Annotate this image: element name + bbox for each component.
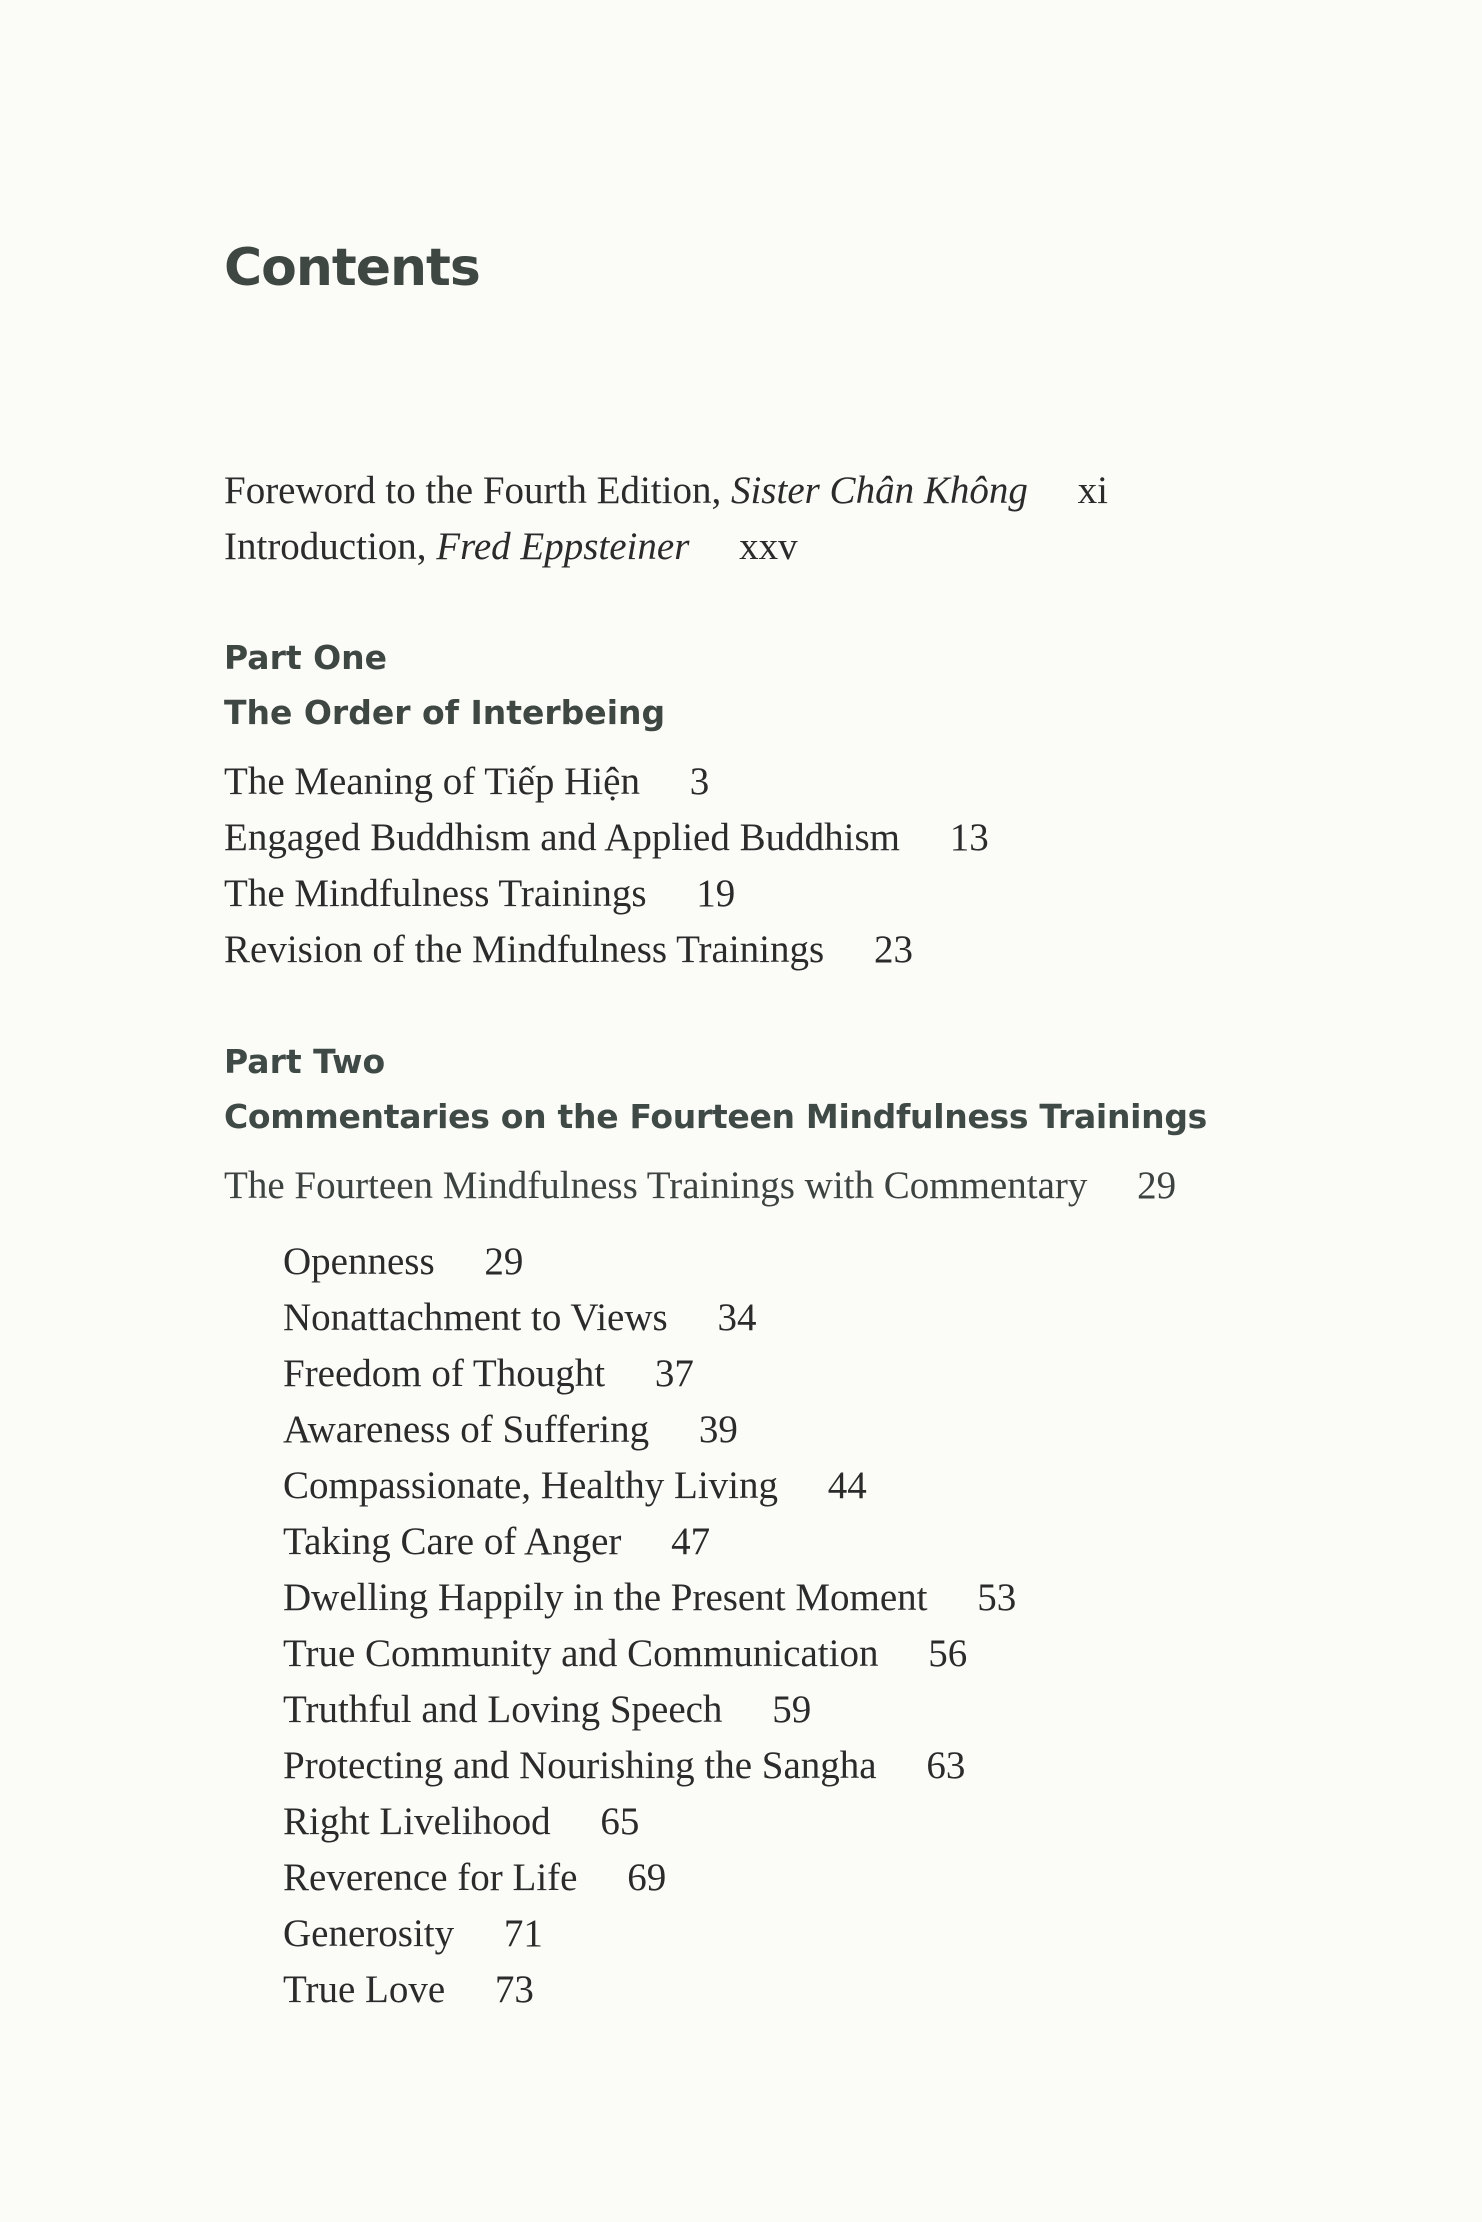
- toc-entry-title: Foreword to the Fourth Edition,: [224, 469, 722, 512]
- toc-subentry[interactable]: [283, 1690, 811, 1729]
- toc-entry-title: The Meaning of Tiếp Hiện: [224, 760, 640, 803]
- toc-entry[interactable]: [224, 762, 709, 801]
- toc-entry-author: Sister Chân Không: [730, 469, 1028, 512]
- toc-entry-title: Right Livelihood: [283, 1800, 551, 1843]
- toc-subentry[interactable]: [283, 1634, 967, 1673]
- toc-entry-title: The Fourteen Mindfulness Trainings with Commentary: [224, 1164, 1088, 1207]
- toc-entry-page: 44: [827, 1464, 867, 1507]
- toc-entry-page: 29: [1137, 1164, 1177, 1207]
- toc-entry-page: 73: [494, 1968, 534, 2011]
- toc-subentry[interactable]: [283, 1410, 738, 1449]
- toc-entry-page: 53: [977, 1576, 1017, 1619]
- page-title: Contents: [224, 238, 480, 298]
- toc-entry-title: Engaged Buddhism and Applied Buddhism: [224, 816, 900, 859]
- toc-entry-title: Openness: [283, 1240, 435, 1283]
- toc-subentry[interactable]: [283, 1578, 1016, 1617]
- toc-entry-author: Fred Eppsteiner: [436, 525, 690, 568]
- toc-subentry[interactable]: [283, 1914, 543, 1953]
- toc-entry-page: xxv: [739, 525, 798, 568]
- toc-entry-page: 29: [484, 1240, 524, 1283]
- part-two-title: Commentaries on the Fourteen Mindfulness Trainings: [224, 1097, 1208, 1136]
- toc-entry-page: 3: [689, 760, 710, 803]
- toc-entry-title: Nonattachment to Views: [283, 1296, 668, 1339]
- toc-entry-introduction[interactable]: [224, 527, 798, 566]
- toc-entry-page: 65: [600, 1800, 640, 1843]
- toc-entry-page: 13: [949, 816, 989, 859]
- toc-subentry[interactable]: [283, 1802, 639, 1841]
- toc-entry-title: Truthful and Loving Speech: [283, 1688, 723, 1731]
- toc-subentry[interactable]: [283, 1522, 710, 1561]
- part-one-title: The Order of Interbeing: [224, 693, 666, 732]
- toc-entry-foreword[interactable]: [224, 471, 1108, 510]
- toc-subentry[interactable]: [283, 1746, 965, 1785]
- toc-entry-title: Protecting and Nourishing the Sangha: [283, 1744, 877, 1787]
- toc-entry-title: Reverence for Life: [283, 1856, 578, 1899]
- toc-entry-title: Introduction,: [224, 525, 427, 568]
- toc-entry-title: Revision of the Mindfulness Trainings: [224, 928, 825, 971]
- part-two-label: Part Two: [224, 1042, 386, 1081]
- part-one-label: Part One: [224, 638, 388, 677]
- toc-subentry[interactable]: [283, 1970, 534, 2009]
- toc-entry-title: The Mindfulness Trainings: [224, 872, 647, 915]
- toc-entry-title: Taking Care of Anger: [283, 1520, 622, 1563]
- toc-entry-page: 23: [873, 928, 913, 971]
- toc-entry-page: 69: [627, 1856, 667, 1899]
- toc-entry-page: 71: [503, 1912, 543, 1955]
- toc-subentry[interactable]: [283, 1298, 756, 1337]
- toc-subentry[interactable]: [283, 1354, 694, 1393]
- toc-entry-title: True Love: [283, 1968, 446, 2011]
- toc-entry-page: 34: [717, 1296, 757, 1339]
- toc-entry-page: 47: [671, 1520, 711, 1563]
- toc-entry-page: 37: [654, 1352, 694, 1395]
- toc-entry-title: Generosity: [283, 1912, 455, 1955]
- toc-entry-page: 19: [696, 872, 736, 915]
- toc-entry-title: Awareness of Suffering: [283, 1408, 650, 1451]
- toc-subentry[interactable]: [283, 1466, 867, 1505]
- toc-entry-page: xi: [1077, 469, 1108, 512]
- toc-entry-title: True Community and Communication: [283, 1632, 879, 1675]
- toc-entry-page: 63: [926, 1744, 966, 1787]
- toc-entry[interactable]: [224, 874, 735, 913]
- toc-entry-title: Compassionate, Healthy Living: [283, 1464, 779, 1507]
- toc-entry-main[interactable]: [224, 1166, 1176, 1205]
- toc-entry-page: 39: [698, 1408, 738, 1451]
- toc-subentry[interactable]: [283, 1858, 666, 1897]
- toc-entry-page: 59: [772, 1688, 812, 1731]
- toc-entry-title: Dwelling Happily in the Present Moment: [283, 1576, 928, 1619]
- toc-entry-page: 56: [928, 1632, 968, 1675]
- toc-subentry[interactable]: [283, 1242, 523, 1281]
- toc-entry-title: Freedom of Thought: [283, 1352, 606, 1395]
- toc-entry[interactable]: [224, 930, 913, 969]
- toc-entry[interactable]: [224, 818, 989, 857]
